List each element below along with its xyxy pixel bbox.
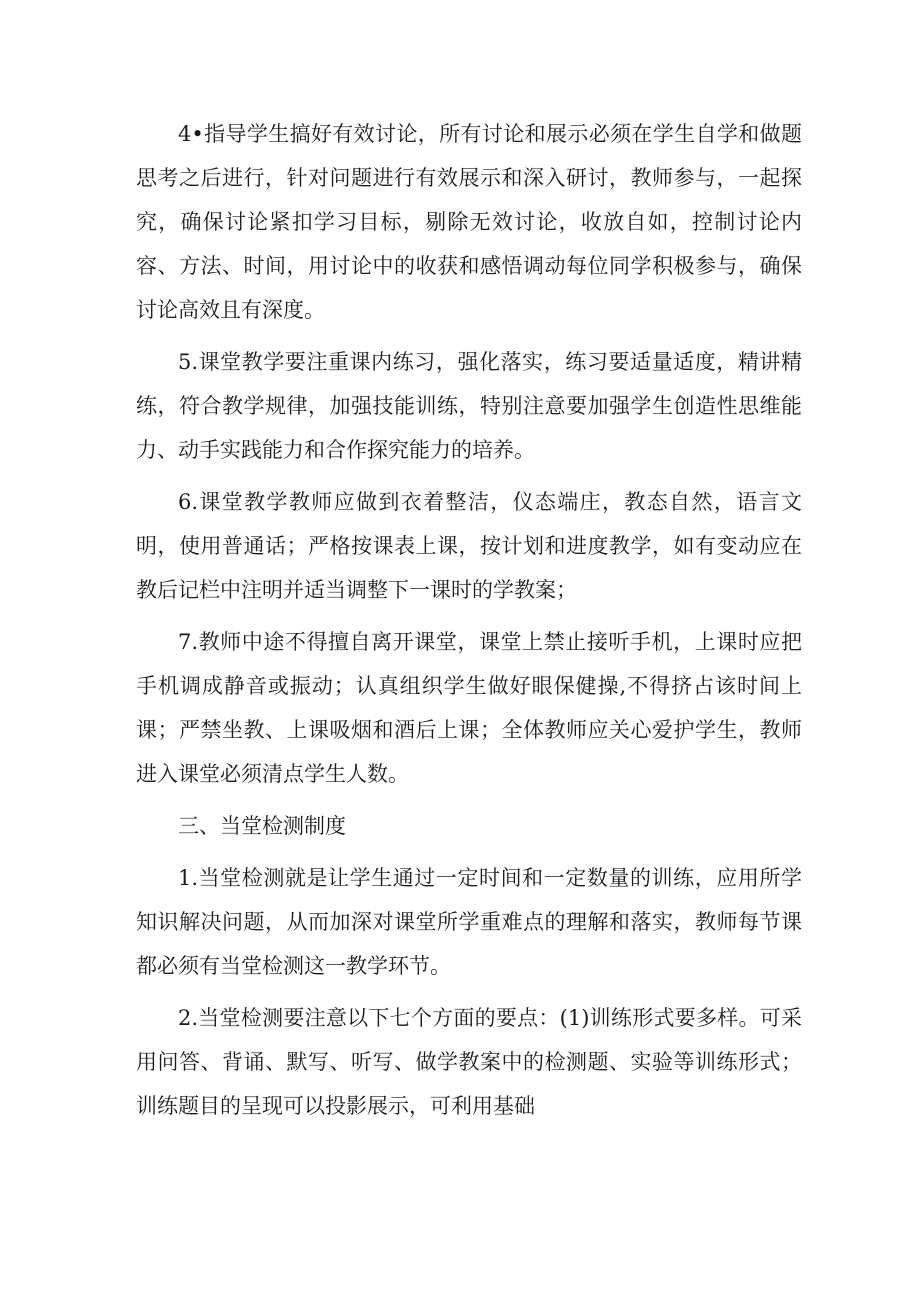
paragraph-4: 4•指导学生搞好有效讨论，所有讨论和展示必须在学生自学和做题思考之后进行，针对问题进行有效展示和深入研讨，教师参与，一起探究，确保讨论紧扣学习目标，剔除无效讨论，收放自如，控制讨论内容、方法、时间，用讨论中的收获和感悟调动每位同学积极参与，确保讨论高效且有深度。 bbox=[136, 122, 802, 322]
document-body bbox=[136, 112, 802, 1136]
paragraph-7: 7.教师中途不得擅自离开课堂，课堂上禁止接听手机，上课时应把手机调成静音或振动；认真组织学生做好眼保健操,不得挤占该时间上课；严禁坐教、上课吸烟和酒后上课；全体教师应关心爱护学生，教师进入课堂必须清点学生人数。 bbox=[136, 630, 802, 786]
paragraph-6: 6.课堂教学教师应做到衣着整洁，仪态端庄，教态自然，语言文明，使用普通话；严格按课表上课，按计划和进度教学，如有变动应在教后记栏中注明并适当调整下一课时的学教案； bbox=[136, 490, 802, 602]
section-paragraph-1: 1.当堂检测就是让学生通过一定时间和一定数量的训练，应用所学知识解决问题，从而加深对课堂所学重难点的理解和落实，教师每节课都必须有当堂检测这一教学环节。 bbox=[136, 866, 802, 978]
section-heading: 三、当堂检测制度 bbox=[178, 814, 346, 838]
paragraph-5: 5.课堂教学要注重课内练习，强化落实，练习要适量适度，精讲精练，符合教学规律，加强技能训练，特别注意要加强学生创造性思维能力、动手实践能力和合作探究能力的培养。 bbox=[136, 350, 802, 462]
section-paragraph-2: 2.当堂检测要注意以下七个方面的要点：(1)训练形式要多样。可采用问答、背诵、默写、听写、做学教案中的检测题、实验等训练形式；训练题目的呈现可以投影展示，可利用基础 bbox=[136, 1006, 802, 1118]
